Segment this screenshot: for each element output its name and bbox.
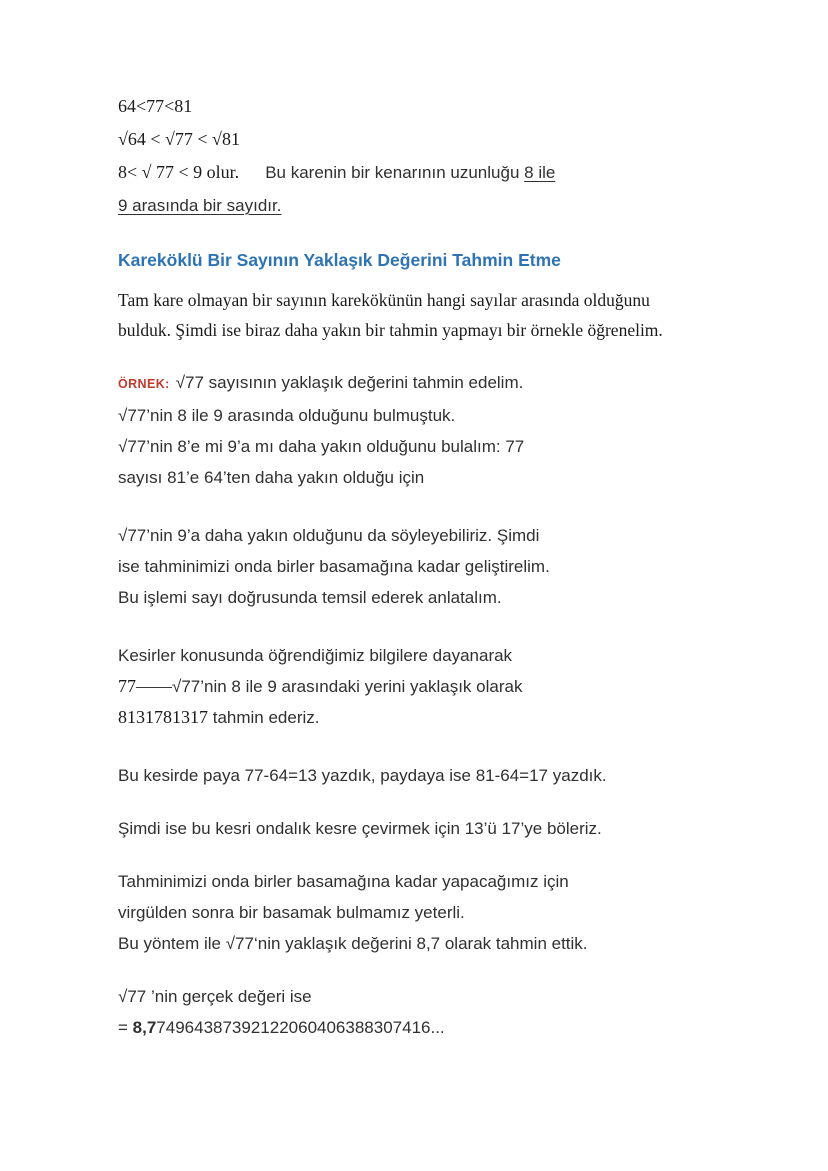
example-label: ÖRNEK:	[118, 377, 170, 391]
paragraph-3-line-2	[118, 671, 768, 702]
paragraph-3-line-3-serif: 8131781317	[118, 707, 208, 727]
paragraph-2	[118, 520, 768, 613]
math-line-1-text: 64<77<81	[118, 96, 193, 116]
paragraph-2-line-2: ise tahminimizi onda birler basamağına kadar geliştirelim.	[118, 557, 550, 576]
section-heading: Kareköklü Bir Sayının Yaklaşık Değerini Tahmin Etme	[118, 250, 561, 270]
math-line-2	[118, 123, 768, 156]
math-line-3-serif: 8< √ 77 < 9 olur.	[118, 162, 240, 182]
math-intro-block	[118, 90, 768, 222]
paragraph-6-line-2: virgülden sonra bir basamak bulmamız yeterli.	[118, 903, 465, 922]
intro-paragraph	[118, 285, 768, 345]
paragraph-6	[118, 866, 768, 959]
paragraph-3	[118, 640, 768, 733]
math-line-4-underlined: 9 arasında bir sayıdır.	[118, 196, 282, 215]
paragraph-7-line-2	[118, 1012, 768, 1043]
example-line-4: sayısı 81’e 64’ten daha yakın olduğu için	[118, 468, 425, 487]
paragraph-7-line-1: √77 ’nin gerçek değeri ise	[118, 987, 312, 1006]
math-line-1	[118, 90, 768, 123]
example-line-1	[118, 367, 768, 400]
paragraph-2-line-1: √77’nin 9’a daha yakın olduğunu da söyleyebiliriz. Şimdi	[118, 526, 540, 545]
paragraph-5	[118, 813, 768, 844]
intro-paragraph-line-1: Tam kare olmayan bir sayının karekökünün hangi sayılar arasında olduğunu	[118, 290, 650, 310]
true-value-prefix: =	[118, 1018, 133, 1037]
example-block	[118, 367, 768, 493]
intro-paragraph-line-2: bulduk. Şimdi ise biraz daha yakın bir tahmin yapmayı bir örnekle öğrenelim.	[118, 320, 663, 340]
paragraph-6-line-1: Tahminimizi onda birler basamağına kadar yapacağımız için	[118, 872, 569, 891]
paragraph-3-line-2-rest: √77’nin 8 ile 9 arasındaki yerini yaklaşık olarak	[172, 677, 523, 696]
math-line-4	[118, 189, 768, 222]
true-value-rest: 74964387392122060406388307416...	[156, 1018, 445, 1037]
math-line-3	[118, 156, 768, 189]
example-line-1-text: √77 sayısının yaklaşık değerini tahmin edelim.	[175, 373, 524, 392]
paragraph-3-line-3-rest: tahmin ederiz.	[208, 708, 320, 727]
paragraph-3-line-3	[118, 702, 768, 733]
paragraph-3-line-2-serif: 77——	[118, 676, 172, 696]
paragraph-5-line-1: Şimdi ise bu kesri ondalık kesre çevirmek için 13’ü 17’ye böleriz.	[118, 819, 602, 838]
example-line-2: √77’nin 8 ile 9 arasında olduğunu bulmuştuk.	[118, 406, 456, 425]
paragraph-4	[118, 760, 768, 791]
paragraph-3-line-1: Kesirler konusunda öğrendiğimiz bilgilere dayanarak	[118, 646, 513, 665]
math-line-3-sans: Bu karenin bir kenarının uzunluğu	[265, 163, 525, 182]
math-line-3-underlined: 8 ile	[524, 163, 556, 182]
paragraph-4-line-1: Bu kesirde paya 77-64=13 yazdık, paydaya ise 81-64=17 yazdık.	[118, 766, 607, 785]
true-value-bold: 8,7	[132, 1018, 157, 1037]
math-line-2-text: √64 < √77 < √81	[118, 129, 240, 149]
paragraph-7	[118, 981, 768, 1043]
paragraph-2-line-3: Bu işlemi sayı doğrusunda temsil ederek anlatalım.	[118, 588, 502, 607]
example-line-3: √77’nin 8’e mi 9’a mı daha yakın olduğunu bulalım: 77	[118, 437, 525, 456]
paragraph-6-line-3: Bu yöntem ile √77‘nin yaklaşık değerini 8,7 olarak tahmin ettik.	[118, 934, 588, 953]
